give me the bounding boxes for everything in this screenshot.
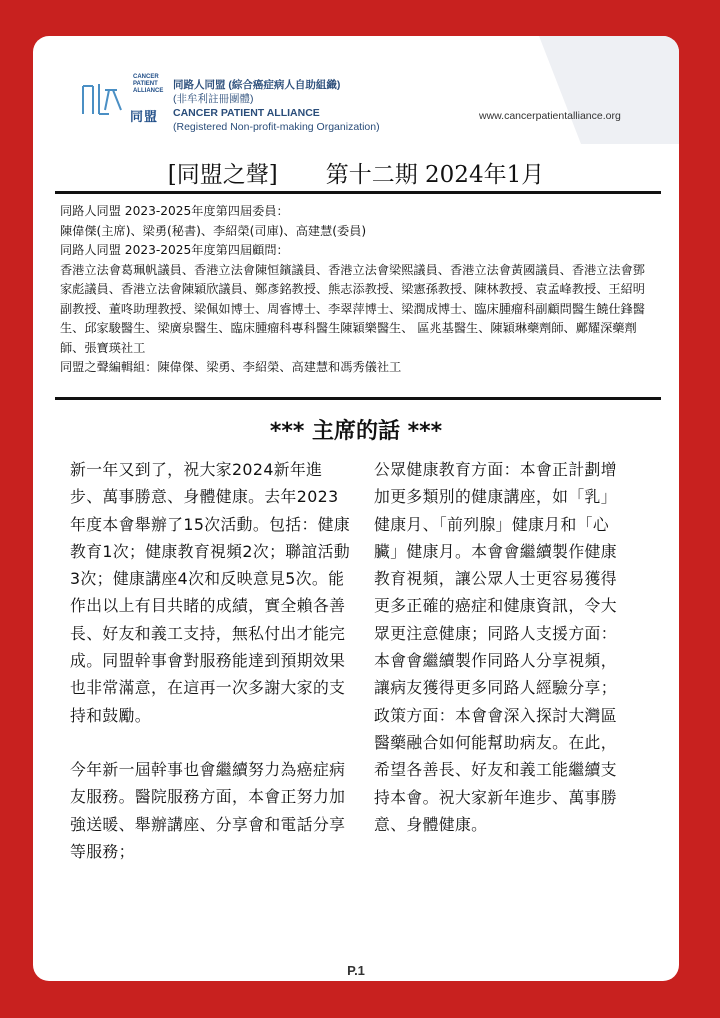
organization-info xyxy=(173,78,380,134)
article-left-column xyxy=(70,456,354,865)
page-number: P.1 xyxy=(347,963,365,978)
logo-english-text: CANCER PATIENT ALLIANCE xyxy=(133,74,164,94)
article-paragraph: 今年新一屆幹事也會繼續努力為癌症病友服務。醫院服務方面，本會正努力加強送暖、舉辦講座、分享會和電話分享等服務； xyxy=(70,759,346,861)
divider xyxy=(55,191,661,194)
editors-line: 同盟之聲編輯組：陳偉傑、梁勇、李紹榮、高建慧和馮秀儀社工 xyxy=(60,360,402,374)
article-paragraph: 新一年又到了，祝大家2024新年進步、萬事勝意、身體健康。去年2023年度本會舉辦了15次活動。包括：健康教育1次；健康教育視頻2次；聯誼活動3次；健康講座4次和反映意見5次。能作出以上有目共睹的成績，實全賴各善長、好友和義工支持，無私付出才能完成。同盟幹事會對服務能達到預期效果也非常滿意，在這再一次多謝大家的支持和鼓勵。 xyxy=(70,460,351,725)
org-name-en: CANCER PATIENT ALLIANCE xyxy=(173,107,320,119)
newsletter-page xyxy=(33,36,679,981)
section-heading: *** 主席的話 *** xyxy=(269,419,443,444)
header-corner-decoration xyxy=(539,36,679,144)
divider xyxy=(55,397,661,400)
committee-heading: 同路人同盟 2023-2025年度第四屆委員： xyxy=(60,204,289,218)
column-title: [同盟之聲] xyxy=(167,162,278,188)
advisors-list: 香港立法會葛珮帆議員、香港立法會陳恒鑌議員、香港立法會梁熙議員、香港立法會黃國議員、香港立法會鄧家彪議員、香港立法會陳穎欣議員、鄭彥銘教授、熊志添教授、梁憲孫教授、陳林教授、袁孟峰教授、王紹明副教授、董咚助理教授、梁佩如博士、周睿博士、李翠萍博士、梁潤成博士、臨床腫瘤科副顧問醫生饒仕鋒醫生、邱家駿醫生、梁廣泉醫生、臨床腫瘤科專科醫生陳穎樂醫生、 區兆基醫生、陳穎琳藥劑師、鄺耀深藥劑師、張寶瑛社工 xyxy=(60,262,645,355)
issue-title: 第十二期 2024年1月 xyxy=(325,162,545,188)
website-link[interactable]: www.cancerpatientalliance.org xyxy=(479,110,621,122)
logo-chinese-text: 同盟 xyxy=(130,110,159,125)
committee-members: 陳偉傑(主席)、梁勇(秘書)、李紹榮(司庫)、高建慧(委員) xyxy=(60,223,367,238)
org-name-cn: 同路人同盟 (綜合癌症病人自助組織) xyxy=(173,79,341,91)
org-type-en: (Registered Non-profit-making Organization) xyxy=(173,121,380,133)
advisors-heading: 同路人同盟 2023-2025年度第四屆顧問： xyxy=(60,243,289,257)
article-right-column xyxy=(374,456,632,838)
org-type-cn: (非牟利註冊團體) xyxy=(173,93,254,105)
page-title xyxy=(33,156,679,189)
article-paragraph: 公眾健康教育方面：本會正計劃增加更多類別的健康講座，如「乳」健康月、「前列腺」健康月和「心臟」健康月。本會會繼續製作健康教育視頻，讓公眾人士更容易獲得更多正確的癌症和健康資訊，令大眾更注意健康；同路人支援方面：本會會繼續製作同路人分享視頻，讓病友獲得更多同路人經驗分享；政策方面：本會會深入探討大灣區醫藥融合如何能幫助病友。在此，希望各善長、好友和義工能繼續支持本會。祝大家新年進步、萬事勝意、身體健康。 xyxy=(374,460,617,834)
committee-info xyxy=(60,202,656,378)
